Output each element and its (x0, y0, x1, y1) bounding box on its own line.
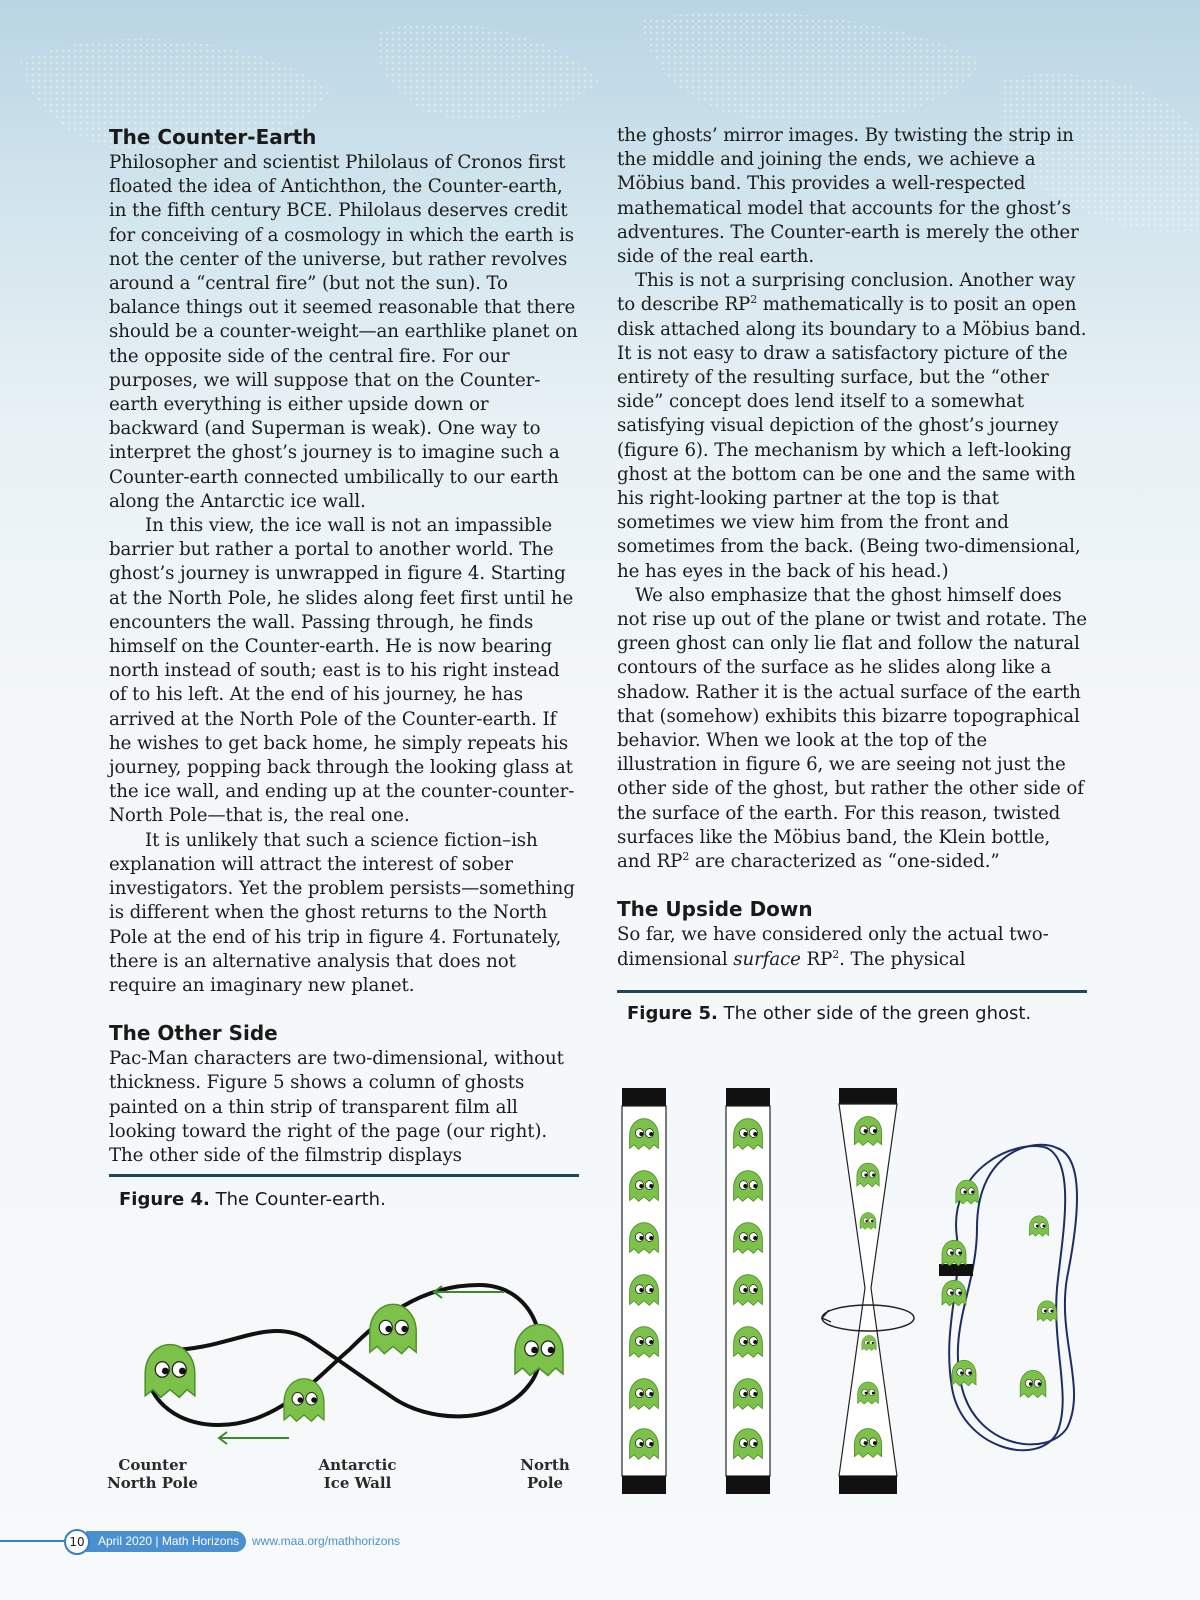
ghost-icon (370, 1304, 416, 1353)
label-counter-north-pole: Counter North Pole (107, 1456, 198, 1492)
mobius-band (939, 1145, 1077, 1450)
ghost-icon (284, 1379, 324, 1422)
paragraph: It is unlikely that such a science fiction–ish explanation will attract the interest of sober investigators. Yet the problem persists—something is different when the ghost returns to the North Pole at the end of his trip in figure 4. Fortunately, there is an alternative analysis that does not require an imaginary new planet. (109, 829, 575, 996)
footer-line (0, 1540, 68, 1542)
arrow-bottom (219, 1432, 289, 1444)
figure-4-caption-text: The Counter-earth. (215, 1189, 386, 1211)
ghost-icon (515, 1325, 563, 1376)
label-north-pole: North Pole (520, 1456, 570, 1492)
ghost-icon (145, 1345, 195, 1398)
figure-rule (617, 990, 1087, 993)
footer-url[interactable]: www.maa.org/mathhorizons (252, 1534, 401, 1548)
figure-5-other-side (617, 1088, 1087, 1498)
paragraph: In this view, the ice wall is not an impassible barrier but rather a portal to another world. The ghost’s journey is unwrapped in figure 4. Starting at the North Pole, he slides along feet first until he encounters the wall. Passing through, he finds himself on the Counter-earth. He is now bearing north instead of south; east is to his right instead of to his left. At the end of his journey, he has arrived at the North Pole of the Counter-earth. If he wishes to get back home, he simply repeats his journey, popping back through the looking glass at the ice wall, and ending up at the counter-counter-North Pole—that is, the real one. (109, 515, 575, 827)
figure-4-caption (119, 1189, 579, 1210)
section-heading-upside-down: The Upside Down (617, 897, 813, 922)
paragraph: So far, we have considered only the actual two-dimensional surface $RP^2$. The physical (617, 924, 1049, 970)
figure-4-counter-earth (109, 1275, 579, 1475)
figure-5-label: Figure 5. (627, 1002, 718, 1024)
label-antarctic-ice-wall: Antarctic Ice Wall (318, 1456, 397, 1492)
section-heading-counter-earth: The Counter-Earth (109, 125, 317, 149)
paragraph: the ghosts’ mirror images. By twisting the strip in the middle and joining the ends, we achieve a Möbius band. This provides a well-respected mathematical model that accounts for the ghost’s adventures. The Counter-earth is merely the other side of the real earth. (617, 125, 1079, 268)
figure-5-caption-text: The other side of the green ghost. (723, 1002, 1032, 1024)
left-column (109, 124, 579, 1210)
page-number: 10 (64, 1529, 90, 1555)
paragraph: Philosopher and scientist Philolaus of Cronos first floated the idea of Antichthon, the Counter-earth, in the fifth century BCE. Philolaus deserves credit for conceiving of a cosmology in which the earth is not the center of the universe, but rather revolves around a “central fire” (but not the sun). To balance things out it seemed reasonable that there should be a counter-weight—an earthlike planet on the opposite side of the central fire. For our purposes, we will suppose that on the Counter-earth everything is either upside down or backward (and Superman is weak). One way to interpret the ghost’s journey is to imagine such a Counter-earth connected umbilically to our earth along the Antarctic ice wall. (109, 152, 578, 512)
figure-5-caption (627, 1003, 1087, 1024)
paragraph: Pac-Man characters are two-dimensional, without thickness. Figure 5 shows a column of ghosts painted on a thin strip of transparent film all looking toward the right of the page (our right). The other side of the filmstrip displays (109, 1048, 564, 1166)
figure-4-label: Figure 4. (119, 1189, 210, 1211)
strip-twisted (822, 1088, 914, 1494)
paragraph: This is not a surprising conclusion. Another way to describe $RP^2$ mathematically is to posit an open disk attached along its boundary to a Möbius band. It is not easy to draw a satisfactory picture of the entirety of the resulting surface, but the “other side” concept does lend itself to a somewhat satisfying visual depiction of the ghost’s journey (figure 6). The mechanism by which a left-looking ghost at the bottom can be one and the same with his right-looking partner at the top is that sometimes we view him from the front and sometimes from the back. (Being two-dimensional, he has eyes in the back of his head.) (617, 270, 1087, 582)
paragraph: We also emphasize that the ghost himself does not rise up out of the plane or twist and rotate. The green ghost can only lie flat and follow the natural contours of the surface as he slides along like a shadow. Rather it is the actual surface of the earth that (somehow) exhibits this bizarre topographical behavior. When we look at the top of the illustration in figure 6, we are seeing not just the other side of the ghost, but rather the other side of the surface of the earth. For this reason, twisted surfaces like the Möbius band, the Klein bottle, and $RP^2$ are characterized as “one-sided.” (617, 584, 1087, 873)
strip-front (622, 1088, 666, 1494)
figure-eight-path (147, 1285, 540, 1425)
right-column (617, 124, 1087, 1024)
figure-rule (109, 1174, 579, 1177)
footer-issue: April 2020 | Math Horizons (86, 1531, 246, 1552)
section-heading-other-side: The Other Side (109, 1021, 278, 1046)
strip-back (726, 1088, 770, 1494)
